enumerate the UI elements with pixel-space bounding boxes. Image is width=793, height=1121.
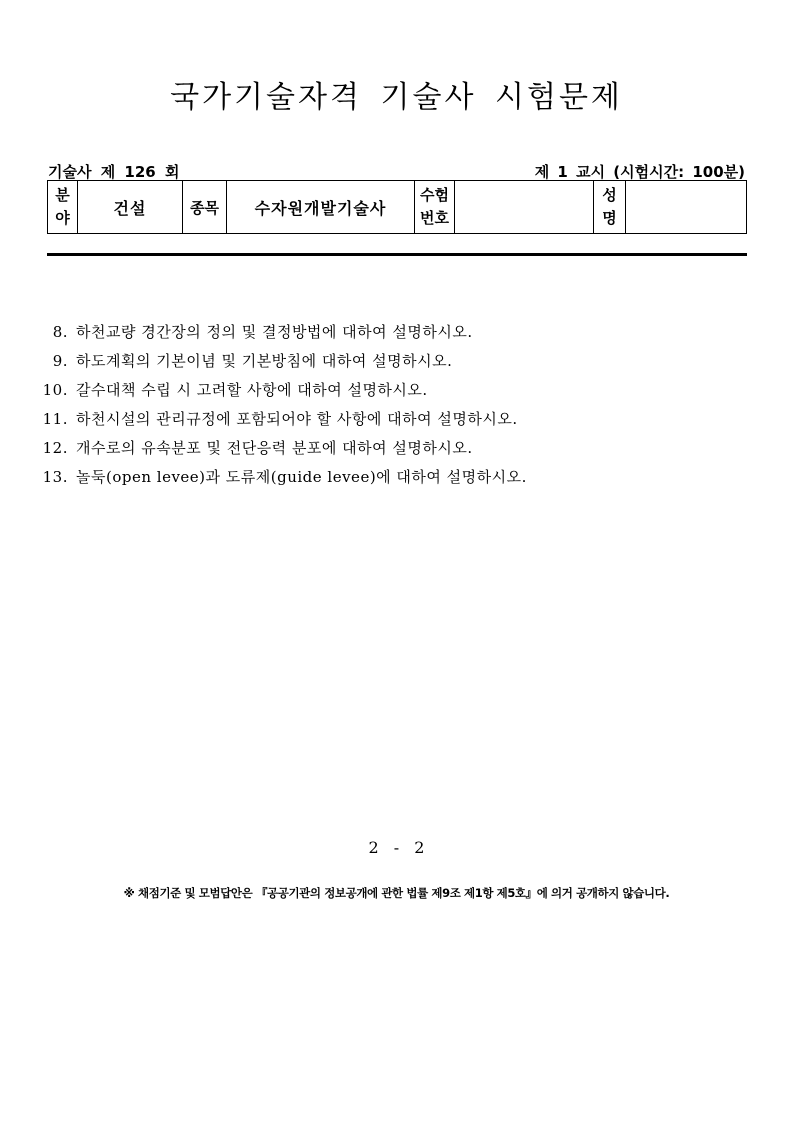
question-text: 하도계획의 기본이념 및 기본방침에 대하여 설명하시오. xyxy=(76,352,453,370)
question-number: 11. xyxy=(42,410,68,428)
question-number: 13. xyxy=(42,468,68,486)
page-number: 2 - 2 xyxy=(368,838,425,857)
question-item xyxy=(40,405,527,434)
category-label: 종목 xyxy=(183,181,227,234)
name-label-top: 성 xyxy=(602,186,617,204)
exam-info-row xyxy=(48,181,747,234)
question-text: 하천교량 경간장의 정의 및 결정방법에 대하여 설명하시오. xyxy=(76,323,473,341)
question-list xyxy=(40,318,527,492)
field-value: 건설 xyxy=(78,181,183,234)
exam-number-label-cell xyxy=(415,181,455,234)
name-field[interactable] xyxy=(626,181,747,234)
exam-info-table xyxy=(47,180,747,234)
field-label-top: 분 xyxy=(55,186,70,204)
question-number: 10. xyxy=(42,381,68,399)
question-item xyxy=(40,347,527,376)
field-label-bottom: 야 xyxy=(55,209,70,227)
question-text: 놀둑(open levee)과 도류제(guide levee)에 대하여 설명하시오. xyxy=(76,468,527,486)
category-value: 수자원개발기술사 xyxy=(227,181,415,234)
name-label-cell xyxy=(594,181,626,234)
header-divider xyxy=(47,253,747,256)
question-text: 개수로의 유속분포 및 전단응력 분포에 대하여 설명하시오. xyxy=(76,439,473,457)
question-text: 갈수대책 수립 시 고려할 사항에 대하여 설명하시오. xyxy=(76,381,428,399)
field-label-cell xyxy=(48,181,78,234)
exam-number-field[interactable] xyxy=(455,181,594,234)
exam-number-label-top: 수험 xyxy=(420,186,449,204)
question-item xyxy=(40,463,527,492)
question-number: 9. xyxy=(52,352,68,370)
name-label-bottom: 명 xyxy=(602,209,617,227)
question-text: 하천시설의 관리규정에 포함되어야 할 사항에 대하여 설명하시오. xyxy=(76,410,518,428)
question-item xyxy=(40,376,527,405)
exam-number-label-bottom: 번호 xyxy=(420,209,449,227)
footer-note: ※ 채점기준 및 모범답안은 『공공기관의 정보공개에 관한 법률 제9조 제1항 제5호』에 의거 공개하지 않습니다. xyxy=(123,886,670,900)
question-item xyxy=(40,318,527,347)
page-title: 국가기술자격 기술사 시험문제 xyxy=(170,80,623,115)
question-number: 12. xyxy=(42,439,68,457)
question-number: 8. xyxy=(52,323,68,341)
exam-round: 기술사 제 126 회 xyxy=(48,163,180,181)
exam-session: 제 1 교시 (시험시간: 100분) xyxy=(534,163,745,181)
question-item xyxy=(40,434,527,463)
